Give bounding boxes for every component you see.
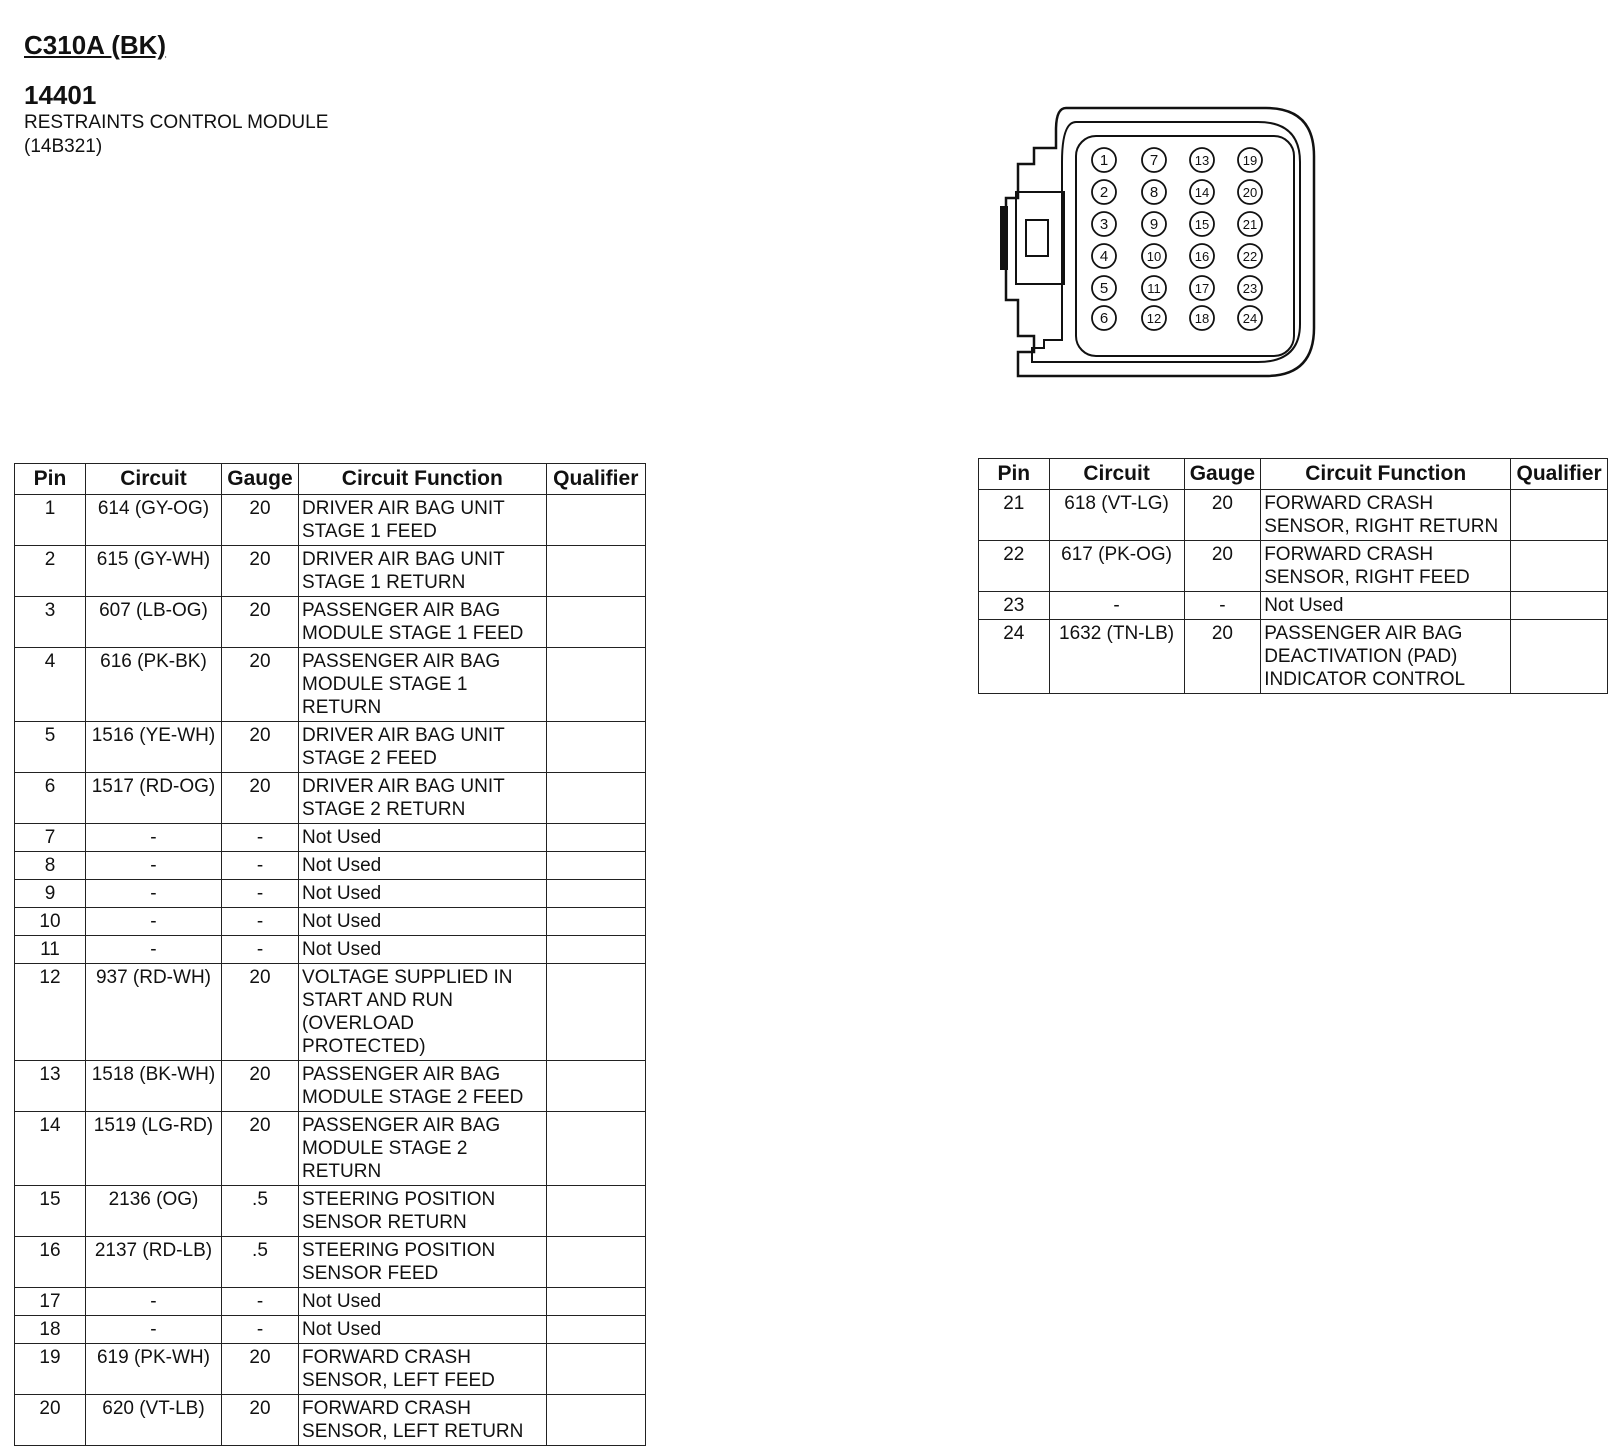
- table-row: [15, 1395, 646, 1446]
- pin-cell: 12: [15, 964, 86, 1061]
- qualifier-cell: [546, 1186, 645, 1237]
- function-cell: DRIVER AIR BAG UNIT STAGE 2 FEED: [299, 722, 547, 773]
- table-row: [15, 880, 646, 908]
- qualifier-cell: [546, 1316, 645, 1344]
- circuit-cell: 616 (PK-BK): [86, 648, 222, 722]
- pin-cell: 10: [15, 908, 86, 936]
- table-header-row: [15, 464, 646, 495]
- pin-number-label: 14: [1194, 185, 1210, 200]
- pin-cell: 24: [979, 620, 1050, 694]
- function-cell: DRIVER AIR BAG UNIT STAGE 1 FEED: [299, 495, 547, 546]
- function-cell: DRIVER AIR BAG UNIT STAGE 2 RETURN: [299, 773, 547, 824]
- gauge-cell: -: [221, 908, 298, 936]
- pin-cell: 18: [15, 1316, 86, 1344]
- pin-number-label: 9: [1149, 216, 1159, 233]
- table-row: [979, 620, 1608, 694]
- table-row: [15, 597, 646, 648]
- header-qualifier: Qualifier: [546, 464, 645, 495]
- qualifier-cell: [546, 495, 645, 546]
- function-cell: Not Used: [299, 852, 547, 880]
- function-cell: STEERING POSITION SENSOR RETURN: [299, 1186, 547, 1237]
- qualifier-cell: [1511, 592, 1608, 620]
- function-cell: FORWARD CRASH SENSOR, RIGHT RETURN: [1261, 490, 1511, 541]
- table-row: [979, 490, 1608, 541]
- function-cell: STEERING POSITION SENSOR FEED: [299, 1237, 547, 1288]
- circuit-cell: -: [86, 880, 222, 908]
- pin-cell: 21: [979, 490, 1050, 541]
- pin-cell: 22: [979, 541, 1050, 592]
- pin-cell: 17: [15, 1288, 86, 1316]
- pin-number-label: 10: [1146, 249, 1162, 264]
- gauge-cell: 20: [221, 495, 298, 546]
- circuit-cell: 2137 (RD-LB): [86, 1237, 222, 1288]
- connector-face-diagram: [996, 100, 1316, 390]
- qualifier-cell: [546, 964, 645, 1061]
- gauge-cell: -: [221, 1316, 298, 1344]
- qualifier-cell: [546, 722, 645, 773]
- pin-number-label: 7: [1149, 152, 1159, 169]
- pin-number-label: 15: [1194, 217, 1210, 232]
- function-cell: Not Used: [299, 1288, 547, 1316]
- table-row: [15, 1344, 646, 1395]
- circuit-cell: 619 (PK-WH): [86, 1344, 222, 1395]
- table-row: [979, 541, 1608, 592]
- table-row: [15, 824, 646, 852]
- circuit-cell: 1519 (LG-RD): [86, 1112, 222, 1186]
- circuit-cell: -: [86, 1316, 222, 1344]
- gauge-cell: 20: [221, 773, 298, 824]
- pin-cell: 2: [15, 546, 86, 597]
- table-header-row: [979, 459, 1608, 490]
- qualifier-cell: [546, 1237, 645, 1288]
- table-row: [15, 773, 646, 824]
- circuit-cell: 618 (VT-LG): [1049, 490, 1184, 541]
- gauge-cell: .5: [221, 1237, 298, 1288]
- connector-title: C310A (BK): [24, 30, 167, 60]
- table-row: [15, 964, 646, 1061]
- qualifier-cell: [1511, 541, 1608, 592]
- pin-number-label: 6: [1099, 310, 1109, 327]
- function-cell: PASSENGER AIR BAG MODULE STAGE 1 RETURN: [299, 648, 547, 722]
- pin-cell: 3: [15, 597, 86, 648]
- part-code: (14B321): [24, 136, 103, 157]
- circuit-cell: 2136 (OG): [86, 1186, 222, 1237]
- gauge-cell: 20: [1184, 490, 1261, 541]
- function-cell: Not Used: [299, 908, 547, 936]
- part-number: 14401: [24, 80, 97, 110]
- qualifier-cell: [1511, 490, 1608, 541]
- table-row: [15, 908, 646, 936]
- header-function: Circuit Function: [1261, 459, 1511, 490]
- gauge-cell: -: [1184, 592, 1261, 620]
- pin-number-label: 24: [1242, 311, 1258, 326]
- pin-cell: 11: [15, 936, 86, 964]
- pin-number-label: 17: [1194, 281, 1210, 296]
- gauge-cell: .5: [221, 1186, 298, 1237]
- circuit-cell: 1516 (YE-WH): [86, 722, 222, 773]
- circuit-cell: -: [1049, 592, 1184, 620]
- header-function: Circuit Function: [299, 464, 547, 495]
- gauge-cell: 20: [1184, 541, 1261, 592]
- pin-cell: 4: [15, 648, 86, 722]
- pin-number-label: 19: [1242, 153, 1258, 168]
- header-gauge: Gauge: [221, 464, 298, 495]
- qualifier-cell: [546, 1344, 645, 1395]
- pin-number-label: 5: [1099, 280, 1109, 297]
- table-row: [15, 1237, 646, 1288]
- pin-cavity-grid: [1092, 148, 1262, 330]
- pin-number-label: 1: [1099, 152, 1109, 169]
- header-pin: Pin: [979, 459, 1050, 490]
- qualifier-cell: [546, 908, 645, 936]
- circuit-cell: 1518 (BK-WH): [86, 1061, 222, 1112]
- qualifier-cell: [546, 880, 645, 908]
- table-row: [15, 495, 646, 546]
- pin-number-label: 13: [1194, 153, 1210, 168]
- circuit-cell: -: [86, 936, 222, 964]
- pin-cell: 6: [15, 773, 86, 824]
- qualifier-cell: [546, 824, 645, 852]
- table-row: [15, 1112, 646, 1186]
- pin-cell: 20: [15, 1395, 86, 1446]
- function-cell: FORWARD CRASH SENSOR, LEFT FEED: [299, 1344, 547, 1395]
- gauge-cell: 20: [221, 546, 298, 597]
- gauge-cell: 20: [1184, 620, 1261, 694]
- pin-number-label: 3: [1099, 216, 1109, 233]
- function-cell: FORWARD CRASH SENSOR, LEFT RETURN: [299, 1395, 547, 1446]
- pinout-table-left: [14, 463, 646, 1446]
- qualifier-cell: [546, 546, 645, 597]
- qualifier-cell: [546, 773, 645, 824]
- pin-cell: 8: [15, 852, 86, 880]
- header-circuit: Circuit: [1049, 459, 1184, 490]
- pin-number-label: 8: [1149, 184, 1159, 201]
- pin-cell: 14: [15, 1112, 86, 1186]
- table-row: [979, 592, 1608, 620]
- qualifier-cell: [546, 1061, 645, 1112]
- function-cell: Not Used: [299, 1316, 547, 1344]
- part-name: RESTRAINTS CONTROL MODULE: [24, 112, 329, 133]
- table-row: [15, 1061, 646, 1112]
- circuit-cell: -: [86, 824, 222, 852]
- circuit-cell: 607 (LB-OG): [86, 597, 222, 648]
- pin-cell: 16: [15, 1237, 86, 1288]
- qualifier-cell: [546, 1288, 645, 1316]
- pin-number-label: 22: [1242, 249, 1258, 264]
- table-row: [15, 1288, 646, 1316]
- circuit-cell: 614 (GY-OG): [86, 495, 222, 546]
- pin-number-label: 20: [1242, 185, 1258, 200]
- table-row: [15, 1186, 646, 1237]
- pin-cell: 15: [15, 1186, 86, 1237]
- gauge-cell: -: [221, 852, 298, 880]
- table-row: [15, 546, 646, 597]
- gauge-cell: 20: [221, 1112, 298, 1186]
- qualifier-cell: [546, 852, 645, 880]
- pin-cell: 5: [15, 722, 86, 773]
- pin-cell: 19: [15, 1344, 86, 1395]
- pin-cell: 13: [15, 1061, 86, 1112]
- circuit-cell: 1517 (RD-OG): [86, 773, 222, 824]
- circuit-cell: 620 (VT-LB): [86, 1395, 222, 1446]
- pin-number-label: 12: [1146, 311, 1162, 326]
- pin-number-label: 23: [1242, 281, 1258, 296]
- function-cell: Not Used: [1261, 592, 1511, 620]
- gauge-cell: 20: [221, 1061, 298, 1112]
- circuit-cell: 617 (PK-OG): [1049, 541, 1184, 592]
- function-cell: Not Used: [299, 824, 547, 852]
- function-cell: PASSENGER AIR BAG MODULE STAGE 1 FEED: [299, 597, 547, 648]
- pin-number-label: 21: [1242, 217, 1258, 232]
- function-cell: PASSENGER AIR BAG MODULE STAGE 2 FEED: [299, 1061, 547, 1112]
- gauge-cell: 20: [221, 648, 298, 722]
- qualifier-cell: [546, 597, 645, 648]
- pin-cell: 23: [979, 592, 1050, 620]
- gauge-cell: -: [221, 824, 298, 852]
- gauge-cell: -: [221, 880, 298, 908]
- pin-number-label: 4: [1099, 248, 1109, 265]
- header-pin: Pin: [15, 464, 86, 495]
- qualifier-cell: [546, 1112, 645, 1186]
- gauge-cell: -: [221, 936, 298, 964]
- pinout-table-right: [978, 458, 1608, 694]
- circuit-cell: -: [86, 908, 222, 936]
- function-cell: PASSENGER AIR BAG MODULE STAGE 2 RETURN: [299, 1112, 547, 1186]
- pin-cell: 1: [15, 495, 86, 546]
- circuit-cell: 1632 (TN-LB): [1049, 620, 1184, 694]
- table-row: [15, 1316, 646, 1344]
- pin-number-label: 18: [1194, 311, 1210, 326]
- circuit-cell: 937 (RD-WH): [86, 964, 222, 1061]
- function-cell: VOLTAGE SUPPLIED IN START AND RUN (OVERLOAD PROTECTED): [299, 964, 547, 1061]
- gauge-cell: -: [221, 1288, 298, 1316]
- table-row: [15, 936, 646, 964]
- function-cell: FORWARD CRASH SENSOR, RIGHT FEED: [1261, 541, 1511, 592]
- table-row: [15, 852, 646, 880]
- header-circuit: Circuit: [86, 464, 222, 495]
- qualifier-cell: [546, 936, 645, 964]
- header-qualifier: Qualifier: [1511, 459, 1608, 490]
- header-gauge: Gauge: [1184, 459, 1261, 490]
- table-row: [15, 722, 646, 773]
- pin-cell: 9: [15, 880, 86, 908]
- gauge-cell: 20: [221, 1395, 298, 1446]
- circuit-cell: -: [86, 1288, 222, 1316]
- pin-number-label: 16: [1194, 249, 1210, 264]
- qualifier-cell: [546, 1395, 645, 1446]
- circuit-cell: 615 (GY-WH): [86, 546, 222, 597]
- qualifier-cell: [546, 648, 645, 722]
- pin-number-label: 2: [1099, 184, 1109, 201]
- function-cell: Not Used: [299, 880, 547, 908]
- gauge-cell: 20: [221, 964, 298, 1061]
- qualifier-cell: [1511, 620, 1608, 694]
- function-cell: PASSENGER AIR BAG DEACTIVATION (PAD) INDICATOR CONTROL: [1261, 620, 1511, 694]
- table-row: [15, 648, 646, 722]
- pin-number-label: 11: [1147, 281, 1161, 296]
- gauge-cell: 20: [221, 1344, 298, 1395]
- function-cell: Not Used: [299, 936, 547, 964]
- gauge-cell: 20: [221, 722, 298, 773]
- gauge-cell: 20: [221, 597, 298, 648]
- circuit-cell: -: [86, 852, 222, 880]
- function-cell: DRIVER AIR BAG UNIT STAGE 1 RETURN: [299, 546, 547, 597]
- pin-cell: 7: [15, 824, 86, 852]
